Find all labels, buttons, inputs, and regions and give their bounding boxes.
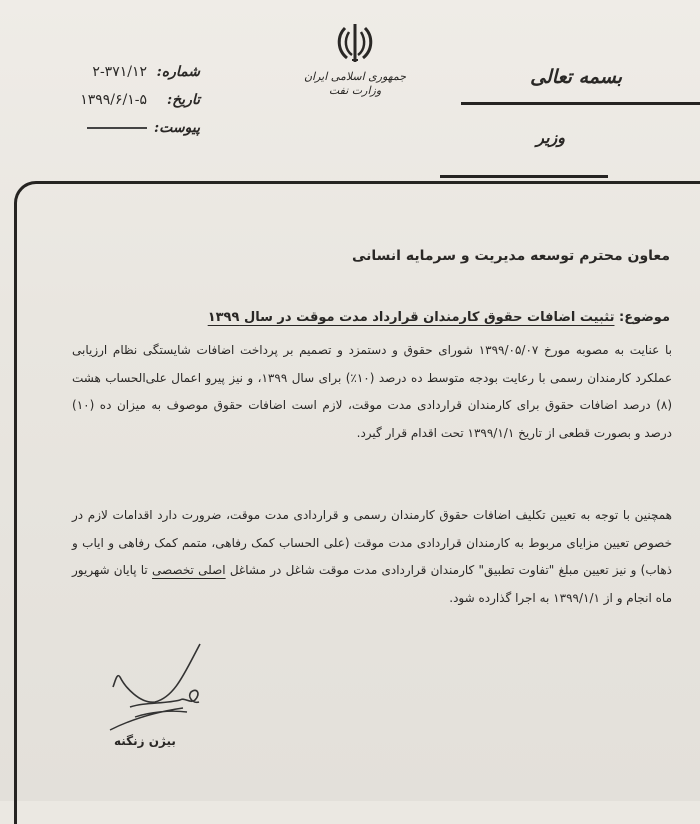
letter-meta <box>0 58 200 142</box>
office-divider-line <box>440 175 608 178</box>
body-paragraph-2 <box>72 502 672 612</box>
header-frame-border <box>461 102 700 235</box>
addressee-line: معاون محترم توسعه مدیریت و سرمایه انسانی <box>352 248 670 264</box>
body-paragraph-2-part-2: تا پایان شهریور ماه انجام و از ۱۳۹۹/۱/۱ به اجرا گذارده شود. <box>72 563 672 605</box>
letter-attachment-row <box>0 114 200 142</box>
office-title: وزیر <box>536 128 565 147</box>
invocation-heading: بسمه تعالی <box>530 66 622 88</box>
letter-attachment-label: پیوست: <box>154 120 200 136</box>
body-paragraph-1: با عنایت به مصوبه مورخ ۱۳۹۹/۰۵/۰۷ شورای حقوق و دستمزد و تصمیم بر پرداخت اضافات شایستگی نظام ارزیابی عملکرد کارمندان رسمی با رعایت بودجه متوسط ده درصد (۱۰٪) برای سال ۱۳۹۹، و نیز پیرو اعمال علی‌الحساب هشت (۸) درصد اضافات حقوق برای کارمندان قراردادی مدت موقت، لازم است اضافات حقوق موصوف به میزان ده (۱۰) درصد و بصورت قطعی از تاریخ ۱۳۹۹/۱/۱ تحت اقدام قرار گیرد. <box>72 343 672 440</box>
letter-number-row <box>0 58 200 86</box>
subject-line <box>208 310 670 325</box>
attachment-blank-line <box>87 127 147 129</box>
letter-date-row <box>0 86 200 114</box>
country-name: جمهوری اسلامی ایران <box>303 70 407 83</box>
underlined-phrase: اصلی تخصصی <box>152 563 226 577</box>
subject-label: موضوع: <box>619 310 670 325</box>
iran-emblem-icon <box>300 22 410 66</box>
letterhead-emblem-block <box>300 22 410 98</box>
letter-number-value: ۲-۳۷۱/۱۲ <box>92 64 147 80</box>
letter-number-label: شماره: <box>156 64 200 80</box>
letter-date-value: ۱۳۹۹/۶/۱-۵ <box>80 92 147 108</box>
ministry-name: وزارت نفت <box>328 84 382 97</box>
body-paragraph-2-part-1: همچنین با توجه به تعیین تکلیف اضافات حقوق کارمندان رسمی و قراردادی مدت موقت، ضرورت دارد اقدامات لازم در خصوص تعیین مزایای مربوط به کارمندان قراردادی مدت موقت (علی الحساب کمک رفاهی، متمم کمک رفاهی و ایاب و ذهاب) و نیز تعیین مبلغ "تفاوت تطبیق" کارمندان قراردادی مدت موقت شاغل در مشاغل <box>72 508 672 577</box>
subject-text: تثبیت اضافات حقوق کارمندان قرارداد مدت موقت در سال ۱۳۹۹ <box>207 310 615 325</box>
letter-attachment-value <box>0 120 155 136</box>
letter-date-label: تاریخ: <box>166 92 200 108</box>
signer-name: بیژن زنگنه <box>114 734 176 748</box>
